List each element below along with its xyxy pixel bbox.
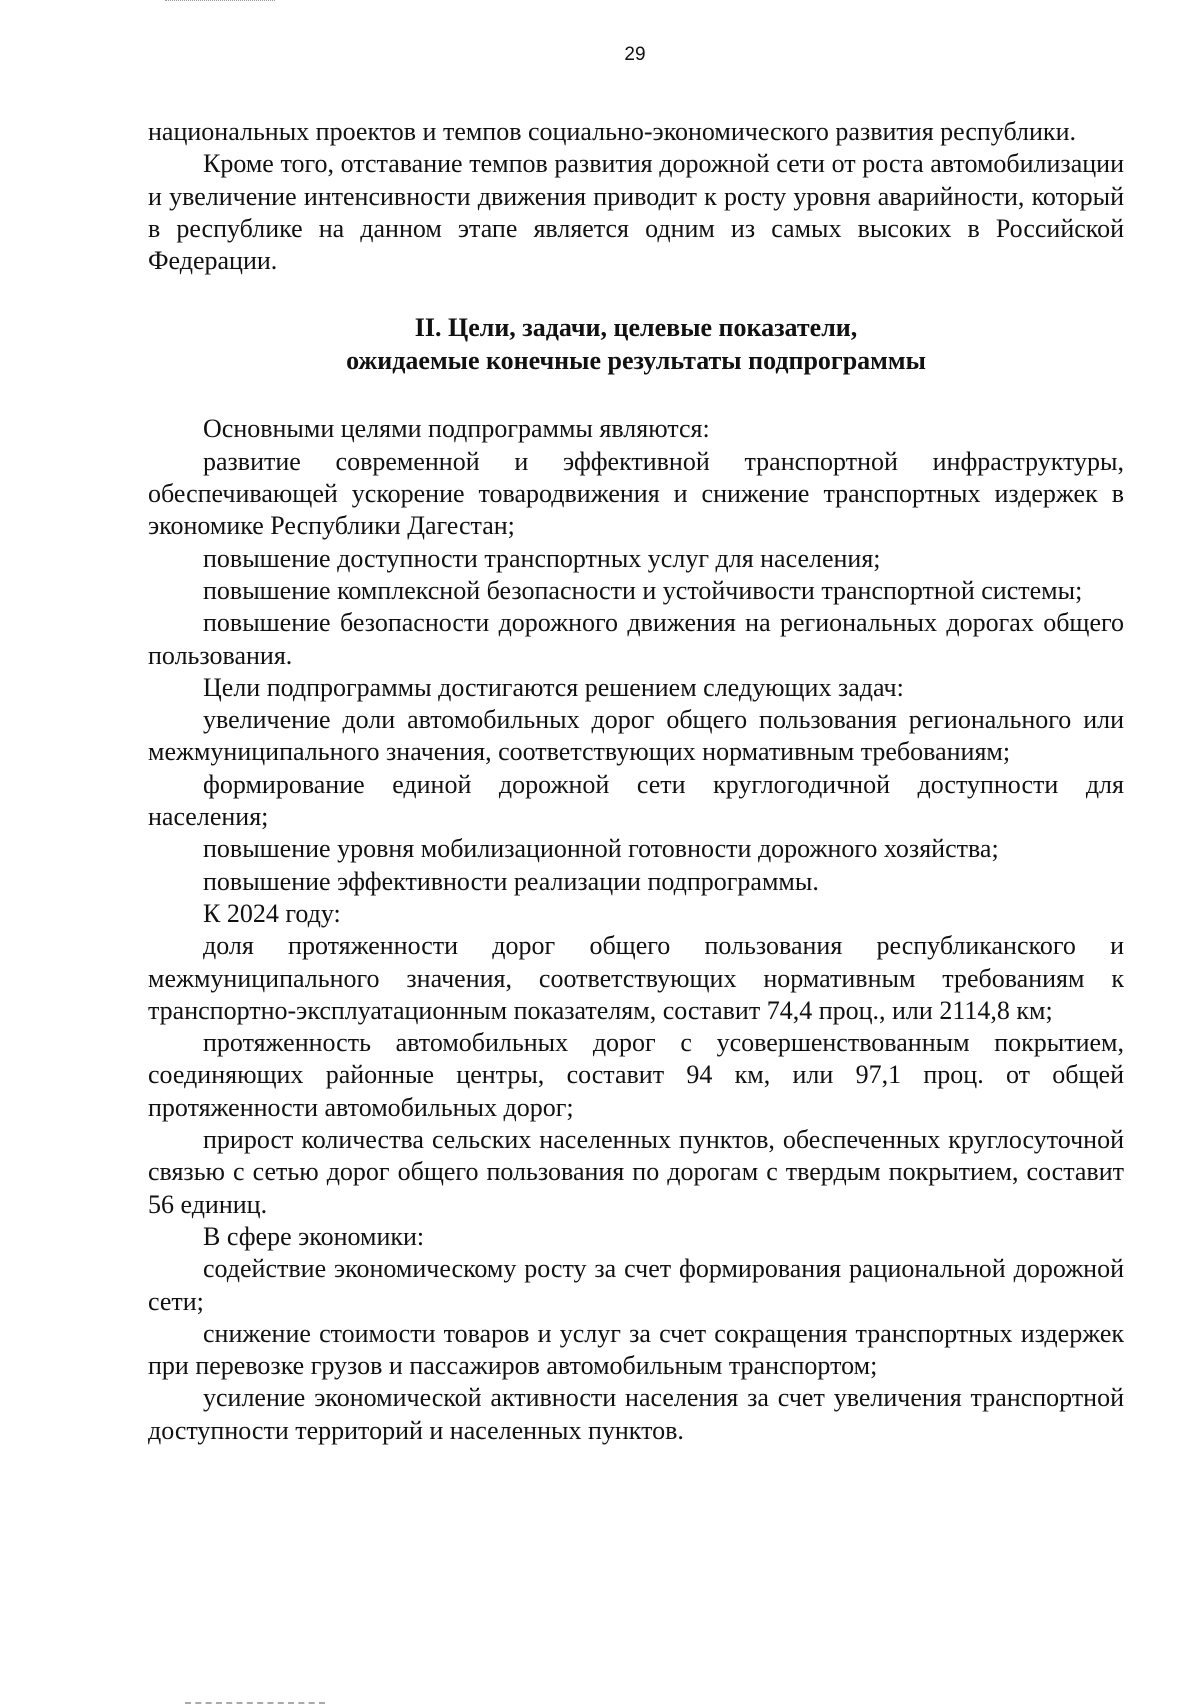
paragraph: развитие современной и эффективной транспортной инфраструктуры, обеспечивающей ускорение товародвижения и снижение транспортных издержек в экономике Республики Дагестан; [148, 446, 1124, 541]
paragraph: Основными целями подпрограммы являются: [203, 414, 710, 444]
paragraph: снижение стоимости товаров и услуг за счет сокращения транспортных издержек при перевозке грузов и пассажиров автомобильным транспортом; [148, 1318, 1124, 1381]
document-body [148, 116, 1124, 1447]
section-heading-line: II. Цели, задачи, целевые показатели, [414, 313, 858, 343]
paragraph: повышение безопасности дорожного движения на региональных дорогах общего пользования. [148, 608, 1124, 670]
paragraph: увеличение доли автомобильных дорог общего пользования регионального или межмуниципального значения, соответствующих нормативным требованиям; [148, 705, 1124, 767]
paragraph: формирование единой дорожной сети круглогодичной доступности для населения; [148, 769, 1124, 832]
paragraph: В сфере экономики: [203, 1221, 425, 1251]
section-heading [148, 311, 1124, 377]
paragraph: прирост количества сельских населенных пунктов, обеспеченных круглосуточной связью с сетью дорог общего пользования по дорогам с твердым покрытием, составит 56 единиц. [148, 1125, 1124, 1219]
paragraph: усиление экономической активности населения за счет увеличения транспортной доступности территорий и населенных пунктов. [148, 1383, 1124, 1445]
paragraph: К 2024 году: [203, 898, 341, 928]
paragraph: протяженность автомобильных дорог с усовершенствованным покрытием, соединяющих районные центры, составит 94 км, или 97,1 проц. от общей протяженности автомобильных дорог; [148, 1028, 1124, 1122]
scan-mark-top [165, 0, 275, 7]
paragraph: Цели подпрограммы достигаются решением следующих задач: [203, 672, 904, 702]
scan-mark-bottom [185, 1702, 325, 1708]
paragraph: доля протяженности дорог общего пользования республиканского и межмуниципального значения, соответствующих нормативным требованиям к транспортно-эксплуатационным показателям, составит 74,4 проц., или 2114,8 км; [148, 931, 1124, 1025]
paragraph-continuation: национальных проектов и темпов социально-экономического развития республики. [148, 117, 1076, 146]
paragraph: повышение эффективности реализации подпрограммы. [203, 866, 819, 896]
paragraph: содействие экономическому росту за счет формирования рациональной дорожной сети; [148, 1254, 1124, 1316]
section-heading-line: ожидаемые конечные результаты подпрограммы [346, 346, 926, 376]
paragraph: Кроме того, отставание темпов развития дорожной сети от роста автомобилизации и увеличение интенсивности движения приводит к росту уровня аварийности, который в республике на данном этапе является одним из самых высоких в Российской Федерации. [148, 149, 1124, 276]
paragraph: повышение комплексной безопасности и устойчивости транспортной системы; [203, 575, 1083, 605]
page-number: 29 [624, 44, 646, 65]
paragraph: повышение доступности транспортных услуг для населения; [203, 543, 881, 573]
paragraph: повышение уровня мобилизационной готовности дорожного хозяйства; [203, 834, 999, 864]
